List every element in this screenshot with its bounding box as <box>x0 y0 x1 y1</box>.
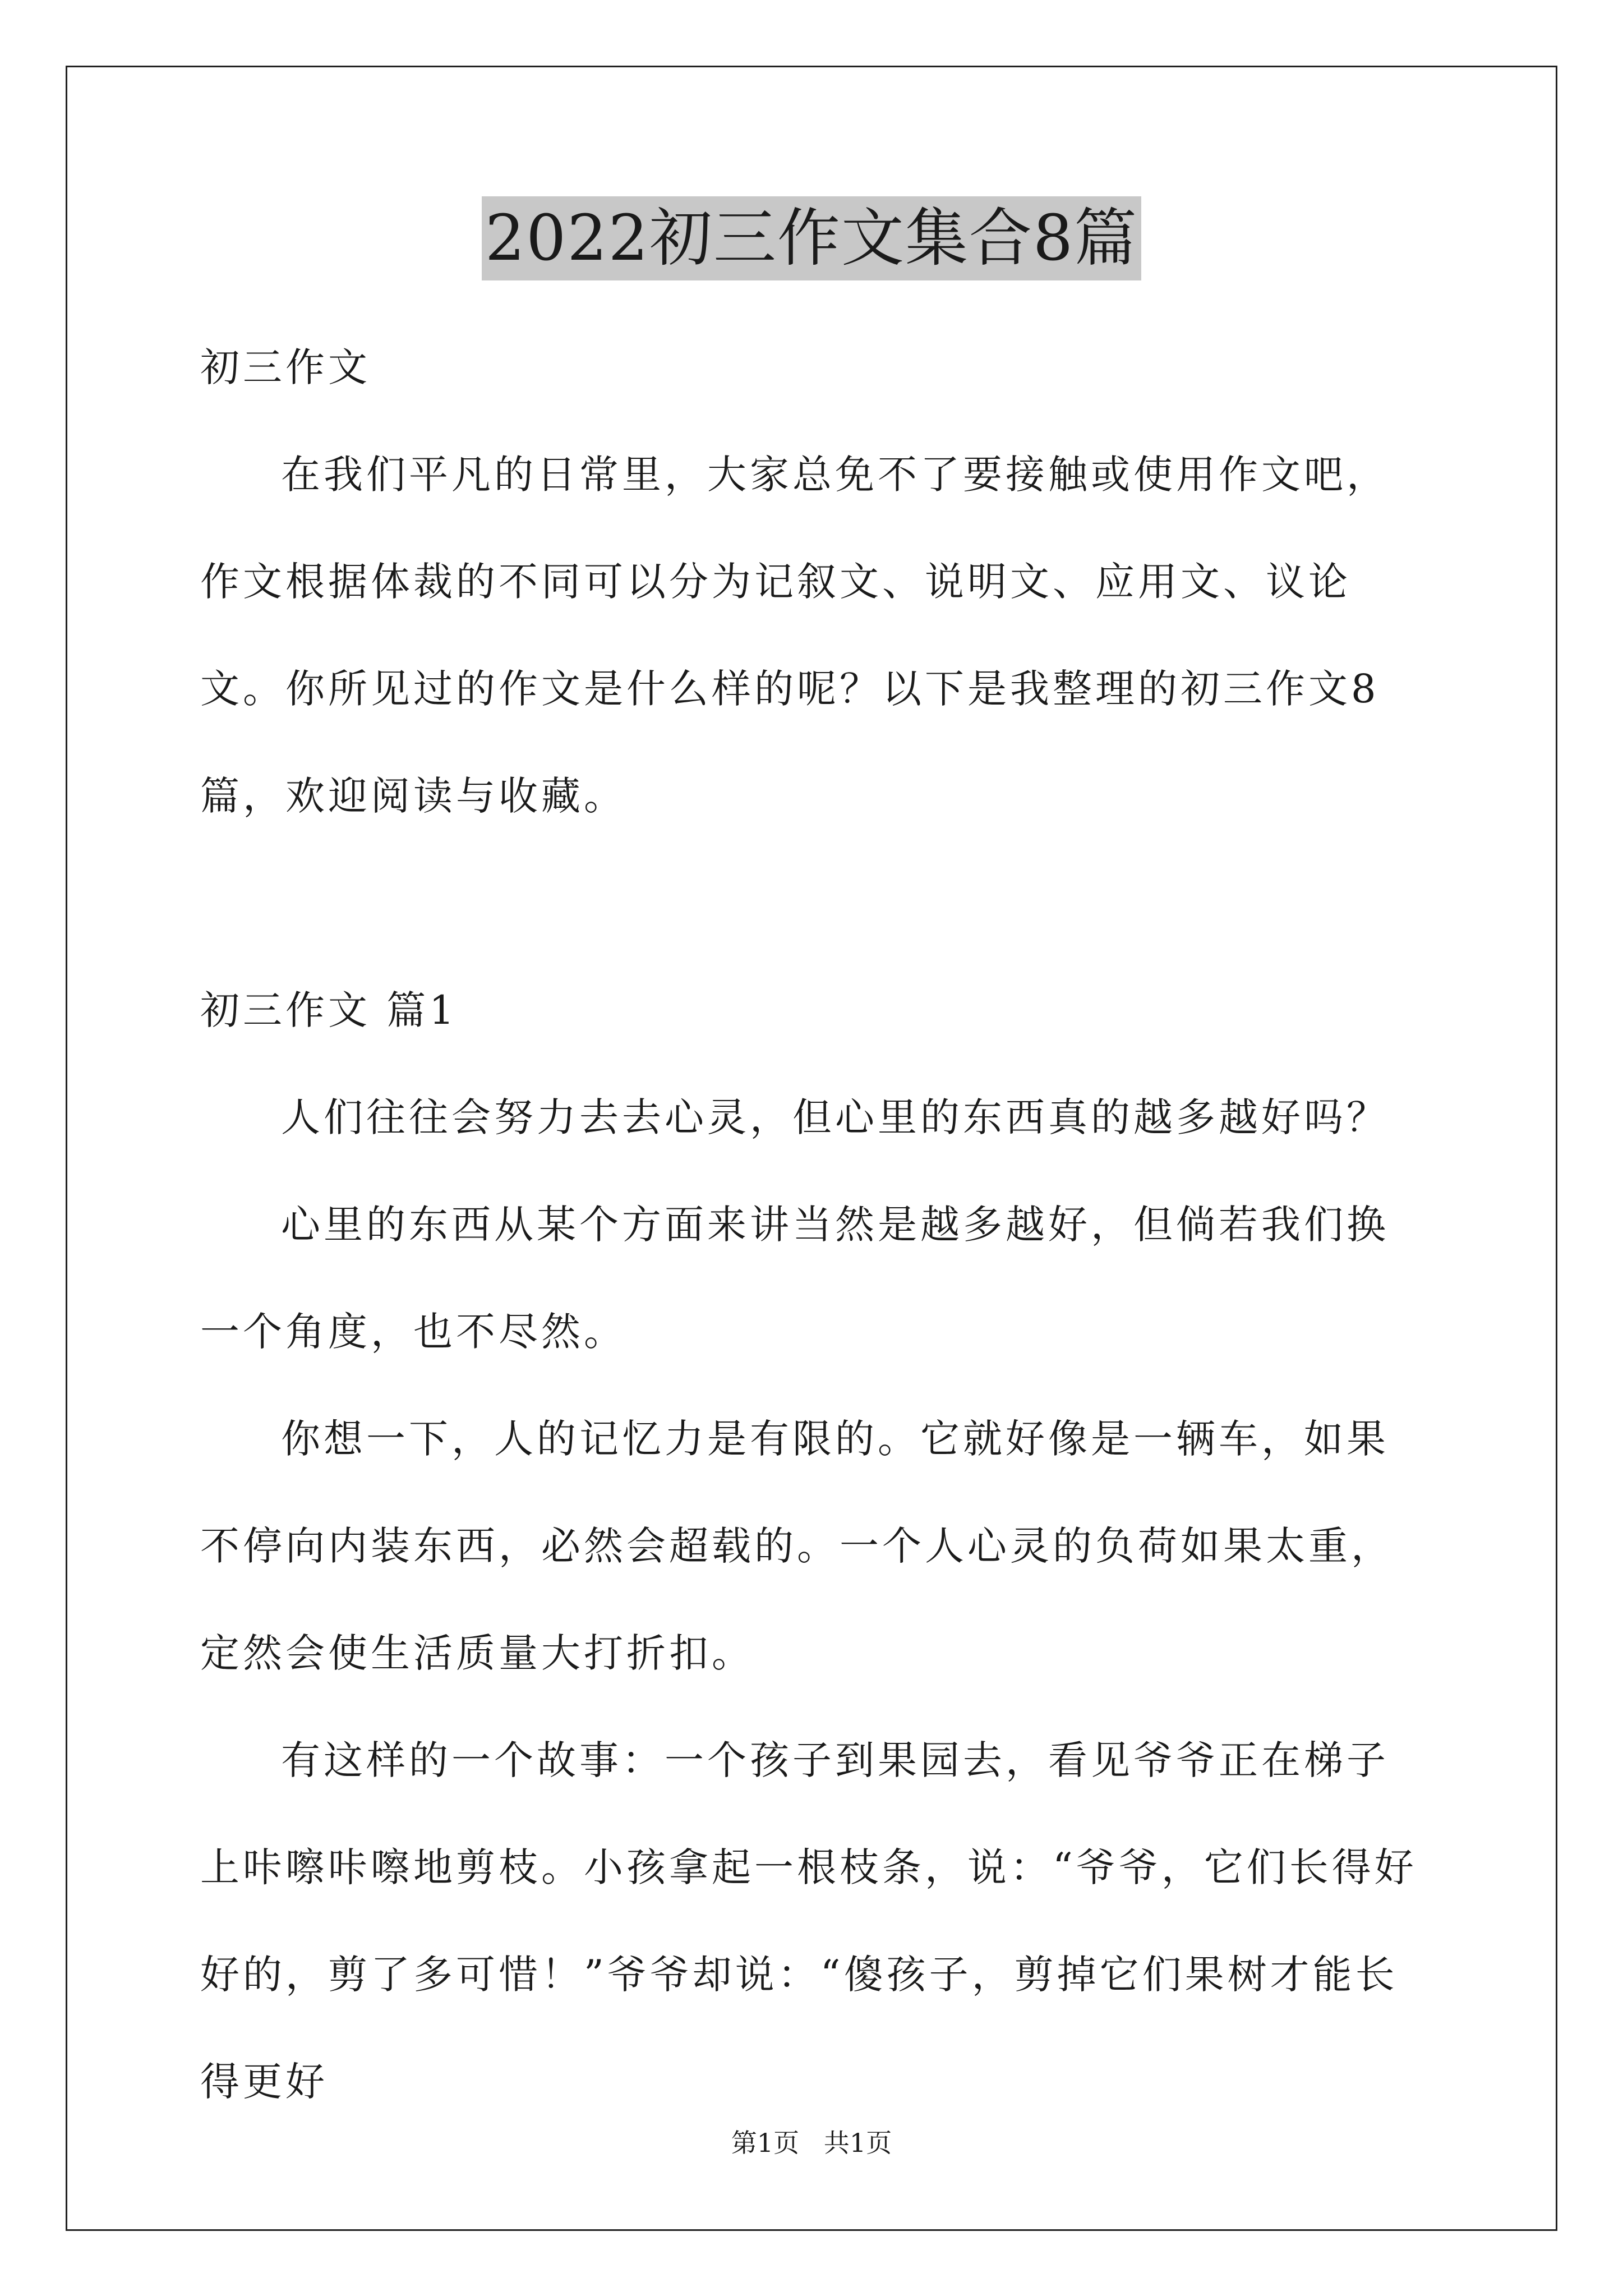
intro-paragraph: 在我们平凡的日常里，大家总免不了要接触或使用作文吧，作文根据体裁的不同可以分为记叙文、说明文、应用文、议论文。你所见过的作文是什么样的呢？以下是我整理的初三作文8篇，欢迎阅读与收藏。 <box>200 452 1389 819</box>
essay-paragraph: 心里的东西从某个方面来讲当然是越多越好，但倘若我们换一个角度，也不尽然。 <box>200 1202 1389 1355</box>
essay-paragraph: 人们往往会努力去去心灵，但心里的东西真的越多越好吗？ <box>281 1094 1389 1140</box>
essay-paragraph: 有这样的一个故事：一个孩子到果园去，看见爷爷正在梯子上咔嚓咔嚓地剪枝。小孩拿起一根枝条，说：“爷爷，它们长得好好的，剪了多可惜！”爷爷却说：“傻孩子，剪掉它们果树才能长得更好 <box>200 1737 1417 2105</box>
essay-paragraph: 你想一下，人的记忆力是有限的。它就好像是一辆车，如果不停向内装东西，必然会超载的。一个人心灵的负荷如果太重，定然会使生活质量大打折扣。 <box>200 1416 1394 1676</box>
document-body <box>200 314 1428 2136</box>
essay-heading: 初三作文 篇1 <box>200 987 458 1033</box>
section-heading: 初三作文 <box>200 344 371 390</box>
page-footer: 第1页 共1页 <box>731 2128 892 2158</box>
title-container <box>0 196 1623 280</box>
document-title: 2022初三作文集合8篇 <box>482 196 1141 280</box>
spacer <box>200 850 1428 957</box>
